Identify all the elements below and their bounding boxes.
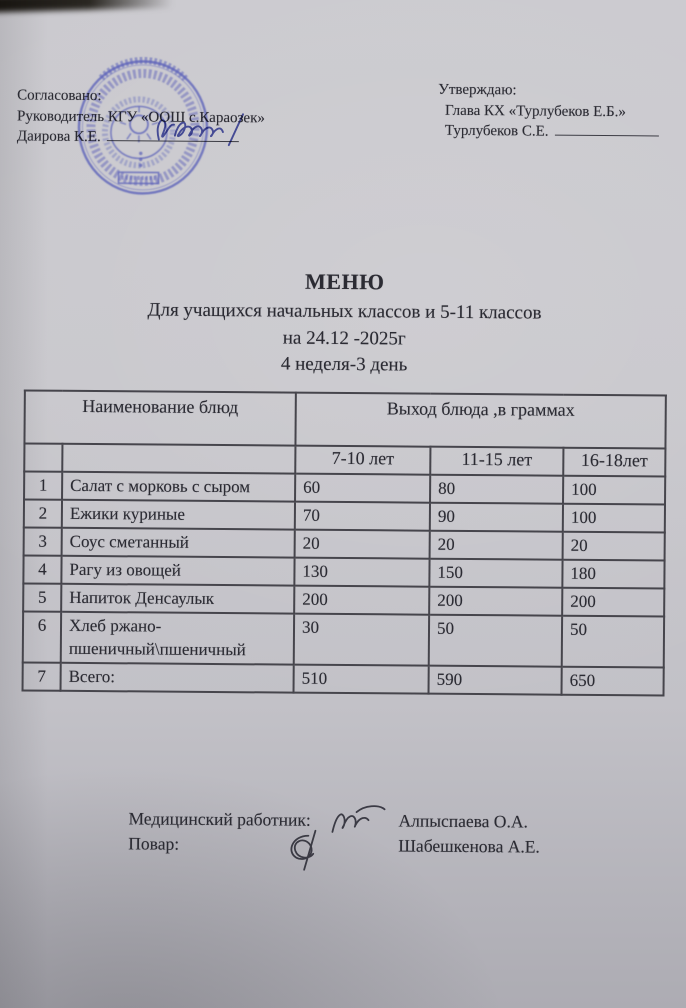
title-block xyxy=(1,266,686,381)
dish-name: Салат с морковь с сыром xyxy=(62,472,295,502)
signature-line xyxy=(555,122,659,137)
grams-16-18: 20 xyxy=(563,532,665,561)
cook-signature-icon xyxy=(278,828,326,874)
header-output-grams: Выход блюда ,в граммах xyxy=(295,393,665,449)
cook-label: Повар: xyxy=(128,833,180,854)
dish-name: Соус сметанный xyxy=(62,528,295,558)
grams-16-18: 180 xyxy=(562,560,664,589)
dish-name: Ежики куриные xyxy=(62,500,295,530)
grams-7-10: 20 xyxy=(295,530,430,559)
med-worker-label: Медицинский работник: xyxy=(128,808,311,830)
row-number: 7 xyxy=(23,662,61,690)
med-worker-name: Алпыспаева О.А. xyxy=(398,810,528,832)
dish-name: Хлеб ржано-пшеничный\пшеничный xyxy=(61,612,294,665)
director-signature-icon xyxy=(149,108,267,151)
grams-16-18: 200 xyxy=(562,588,664,617)
grams-11-15: 200 xyxy=(429,587,562,616)
grams-16-18: 50 xyxy=(562,616,664,668)
table-row-total xyxy=(23,662,664,695)
row-number: 1 xyxy=(24,471,62,499)
dish-name: Всего: xyxy=(61,663,294,693)
header-age-11-15: 11-15 лет xyxy=(430,447,563,476)
page-title: МЕНЮ xyxy=(304,268,385,295)
approved-signatory: Турлубеков С.Е. xyxy=(438,121,659,143)
row-number: 5 xyxy=(23,583,61,611)
grams-16-18: 650 xyxy=(562,667,664,696)
grams-11-15: 590 xyxy=(429,666,562,695)
header-age-16-18: 16-18лет xyxy=(563,448,665,477)
title-audience: Для учащихся начальных классов и 5-11 классов xyxy=(147,299,542,324)
approved-label: Утверждаю: xyxy=(438,81,517,99)
grams-7-10: 70 xyxy=(295,502,430,531)
agreed-label: Согласовано: xyxy=(17,87,102,105)
grams-7-10: 130 xyxy=(294,558,429,587)
approval-right-block xyxy=(438,80,659,143)
cook-name: Шабешкенова А.Е. xyxy=(398,835,540,857)
grams-7-10: 510 xyxy=(294,665,429,694)
title-week-day: 4 неделя-3 день xyxy=(280,353,408,376)
header-empty-num xyxy=(24,443,62,471)
agreed-signatory: Даирова К.Е. xyxy=(17,126,265,148)
menu-table xyxy=(22,389,667,696)
grams-7-10: 30 xyxy=(294,614,429,666)
title-date: на 24.12 -2025г xyxy=(282,327,406,349)
dish-name: Напиток Денсаулык xyxy=(61,584,294,614)
grams-11-15: 20 xyxy=(430,531,563,560)
header-age-7-10: 7-10 лет xyxy=(295,446,430,475)
dish-name: Рагу из овощей xyxy=(61,556,294,586)
row-number: 6 xyxy=(23,611,61,662)
row-number: 3 xyxy=(24,527,62,555)
med-worker-signature-icon xyxy=(326,802,390,839)
row-number: 4 xyxy=(23,555,61,583)
table-row xyxy=(23,611,664,667)
header-empty-name xyxy=(62,444,295,474)
header-dish-name: Наименование блюд xyxy=(24,390,295,445)
approved-role: Глава КХ «Турлубеков Е.Б.» xyxy=(445,102,626,120)
grams-11-15: 80 xyxy=(430,475,563,504)
agreed-role: Руководитель КГУ «ООШ с.Караозек» xyxy=(16,107,265,126)
row-number: 2 xyxy=(24,499,62,527)
grams-11-15: 90 xyxy=(430,503,563,532)
grams-11-15: 150 xyxy=(429,559,562,588)
grams-16-18: 100 xyxy=(563,476,665,505)
grams-7-10: 200 xyxy=(294,586,429,615)
table-header-row-1 xyxy=(24,390,665,448)
grams-16-18: 100 xyxy=(563,504,665,533)
signatures-block xyxy=(128,806,568,859)
grams-7-10: 60 xyxy=(295,474,430,503)
grams-11-15: 50 xyxy=(429,615,562,667)
